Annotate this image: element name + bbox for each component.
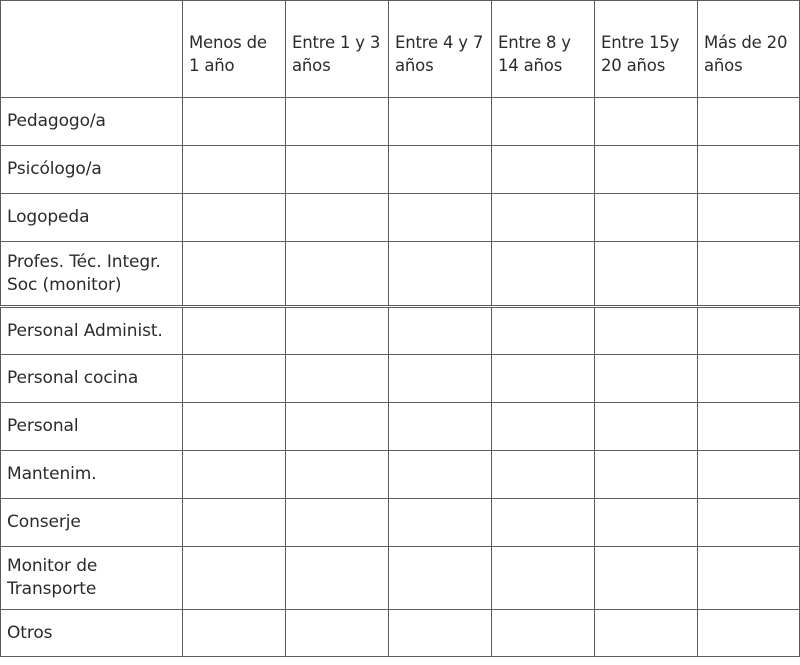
column-header: Entre 4 y 7 años xyxy=(389,1,492,98)
empty-cell xyxy=(389,547,492,610)
empty-cell xyxy=(492,307,595,355)
row-label: Pedagogo/a xyxy=(1,98,183,146)
empty-cell xyxy=(492,242,595,307)
empty-cell xyxy=(698,194,800,242)
empty-cell xyxy=(389,403,492,451)
empty-cell xyxy=(183,403,286,451)
empty-cell xyxy=(286,499,389,547)
empty-cell xyxy=(389,98,492,146)
table-row xyxy=(1,547,800,610)
empty-cell xyxy=(492,610,595,657)
empty-cell xyxy=(698,307,800,355)
row-label: Otros xyxy=(1,610,183,657)
empty-cell xyxy=(492,146,595,194)
empty-cell xyxy=(595,451,698,499)
empty-cell xyxy=(286,403,389,451)
empty-cell xyxy=(286,194,389,242)
empty-cell xyxy=(389,355,492,403)
table-row xyxy=(1,98,800,146)
empty-cell xyxy=(492,547,595,610)
empty-cell xyxy=(286,98,389,146)
empty-cell xyxy=(595,610,698,657)
row-label: Psicólogo/a xyxy=(1,146,183,194)
empty-cell xyxy=(698,146,800,194)
column-header: Menos de 1 año xyxy=(183,1,286,98)
empty-cell xyxy=(595,547,698,610)
table-row xyxy=(1,355,800,403)
empty-cell xyxy=(595,242,698,307)
empty-cell xyxy=(389,307,492,355)
empty-cell xyxy=(595,98,698,146)
empty-cell xyxy=(389,499,492,547)
empty-cell xyxy=(389,194,492,242)
empty-cell xyxy=(286,307,389,355)
empty-cell xyxy=(389,146,492,194)
empty-cell xyxy=(286,451,389,499)
empty-cell xyxy=(595,403,698,451)
table-row xyxy=(1,451,800,499)
empty-cell xyxy=(698,242,800,307)
row-label: Personal Administ. xyxy=(1,307,183,355)
row-label: Personal xyxy=(1,403,183,451)
empty-cell xyxy=(286,355,389,403)
row-label: Personal cocina xyxy=(1,355,183,403)
empty-cell xyxy=(389,610,492,657)
column-header: Entre 15y 20 años xyxy=(595,1,698,98)
empty-cell xyxy=(595,194,698,242)
header-row xyxy=(1,1,800,98)
empty-cell xyxy=(492,194,595,242)
row-label: Conserje xyxy=(1,499,183,547)
table-row xyxy=(1,499,800,547)
empty-cell xyxy=(492,451,595,499)
empty-cell xyxy=(183,499,286,547)
empty-cell xyxy=(183,610,286,657)
empty-cell xyxy=(492,499,595,547)
column-header: Entre 8 y 14 años xyxy=(492,1,595,98)
empty-cell xyxy=(183,355,286,403)
empty-cell xyxy=(698,98,800,146)
row-label: Mantenim. xyxy=(1,451,183,499)
column-header: Entre 1 y 3 años xyxy=(286,1,389,98)
empty-cell xyxy=(286,242,389,307)
table-row xyxy=(1,146,800,194)
row-label: Logopeda xyxy=(1,194,183,242)
empty-cell xyxy=(183,547,286,610)
empty-cell xyxy=(183,146,286,194)
table-row xyxy=(1,194,800,242)
empty-cell xyxy=(595,307,698,355)
empty-cell xyxy=(698,499,800,547)
empty-cell xyxy=(698,547,800,610)
row-label: Profes. Téc. Integr. Soc (monitor) xyxy=(1,242,183,307)
empty-cell xyxy=(286,146,389,194)
empty-cell xyxy=(698,403,800,451)
empty-cell xyxy=(698,355,800,403)
empty-cell xyxy=(595,499,698,547)
empty-cell xyxy=(183,307,286,355)
row-label: Monitor de Transporte xyxy=(1,547,183,610)
empty-cell xyxy=(286,610,389,657)
table-row xyxy=(1,610,800,657)
empty-cell xyxy=(389,451,492,499)
empty-cell xyxy=(595,355,698,403)
table-row xyxy=(1,242,800,307)
column-header: Más de 20 años xyxy=(698,1,800,98)
corner-cell xyxy=(1,1,183,98)
empty-cell xyxy=(286,547,389,610)
empty-cell xyxy=(183,242,286,307)
table-row xyxy=(1,403,800,451)
empty-cell xyxy=(183,451,286,499)
empty-cell xyxy=(183,194,286,242)
empty-cell xyxy=(492,98,595,146)
table-row xyxy=(1,307,800,355)
empty-cell xyxy=(389,242,492,307)
empty-cell xyxy=(492,355,595,403)
empty-cell xyxy=(183,98,286,146)
empty-cell xyxy=(492,403,595,451)
empty-cell xyxy=(698,451,800,499)
empty-cell xyxy=(698,610,800,657)
empty-cell xyxy=(595,146,698,194)
